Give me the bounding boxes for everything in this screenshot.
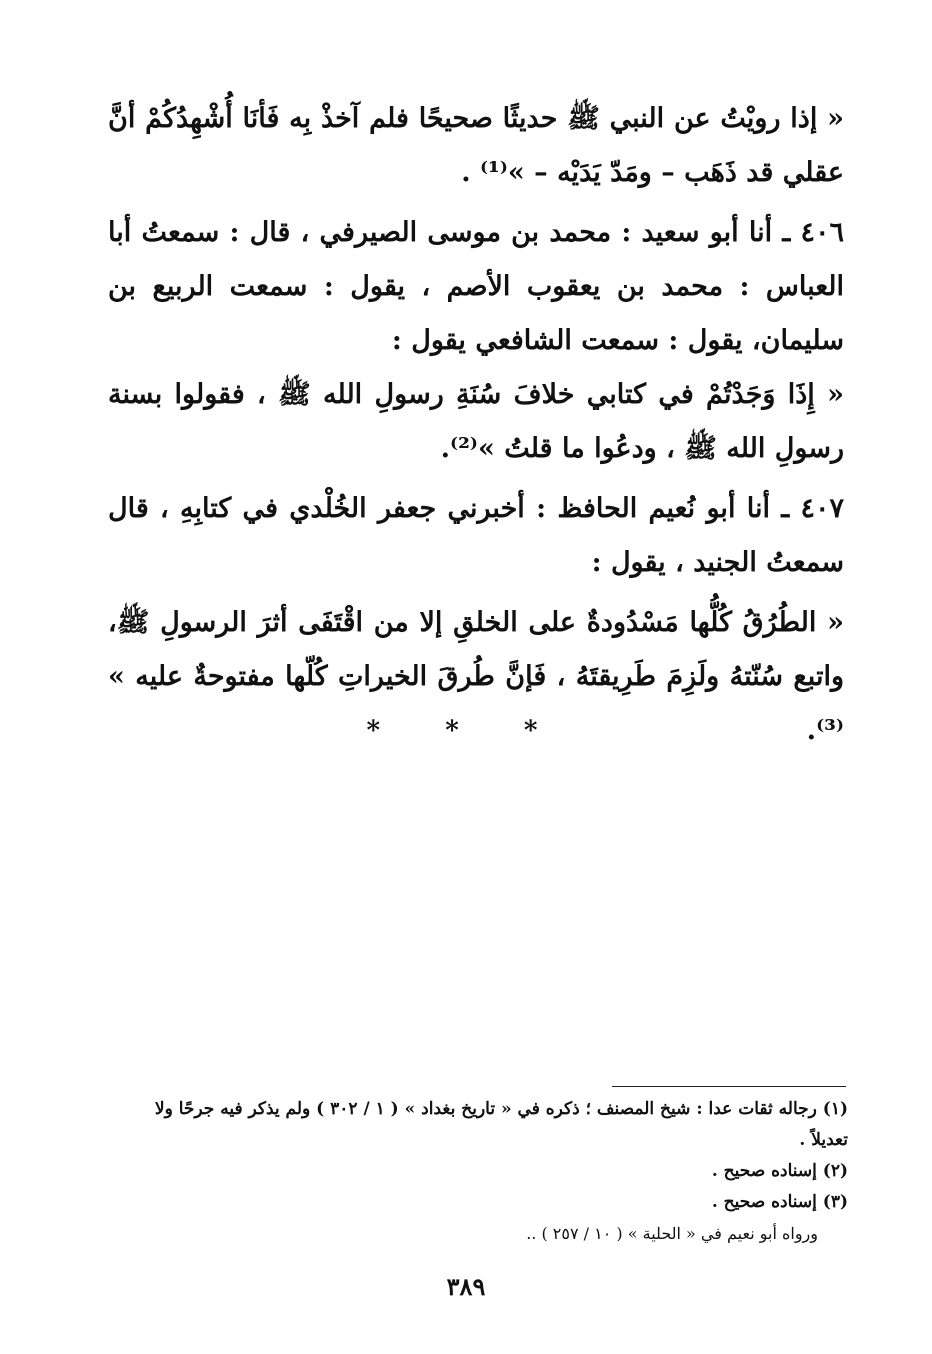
quote-paragraph-3: « الطُرُقُ كُلُّها مَسْدُودةٌ على الخلقِ إلا من اقْتَفَى أثرَ الرسولِ ﷺ، واتبع سُنّتهُ ولَزِمَ طَرِيقتَهُ ، فَإنَّ طُرقَ الخيراتِ كُلّها مفتوحةٌ عليه » ⁽³⁾. [108, 607, 844, 746]
page-number: ٣٨٩ [446, 1272, 486, 1301]
footnote-3: (٣) إسناده صحيح . [711, 1192, 848, 1212]
footnote-2: (٢) إسناده صحيح . [711, 1161, 848, 1181]
narration-407: ٤٠٧ ـ أنا أبو نُعيم الحافظ : أخبرني جعفر الخُلْدي في كتابِهِ ، قال سمعتُ الجنيد ، يقول : [108, 493, 844, 578]
footnote-3-continuation: ورواه أبو نعيم في « الحلية » ( ١٠ / ٢٥٧ ) .. [526, 1224, 818, 1243]
footnotes [108, 1094, 848, 1249]
footnote-1: (١) رجاله ثقات عدا : شيخ المصنف ؛ ذكره في « تاريخ بغداد » ( ١ / ٣٠٢ ) ولم يذكر فيه جرحًا ولا [154, 1099, 848, 1119]
footnote-1-continuation: تعديلاً . [799, 1130, 848, 1150]
footnote-divider [612, 1086, 846, 1087]
quote-paragraph-1: « إذا رويْتُ عن النبي ﷺ حديثًا صحيحًا فلم آخذْ بِه فَأنَا أُشْهِدُكُمْ أنَّ عقلي قد ذَهَب – ومَدّ يَدَيْه – »⁽¹⁾ . [108, 103, 844, 188]
narration-406: ٤٠٦ ـ أنا أبو سعيد : محمد بن موسى الصيرفي ، قال : سمعتُ أبا العباس : محمد بن يعقوب الأصم ، يقول : سمعت الربيع بن سليمان، يقول : سمعت الشافعي يقول : [108, 217, 844, 356]
section-separator: * * * [366, 716, 566, 746]
quote-paragraph-2: « إِذَا وَجَدْتُمْ في كتابي خلافَ سُنَةِ رسولِ الله ﷺ ، فقولوا بسنة رسولِ الله ﷺ ، ودعُوا ما قلتُ »⁽²⁾. [108, 379, 844, 464]
